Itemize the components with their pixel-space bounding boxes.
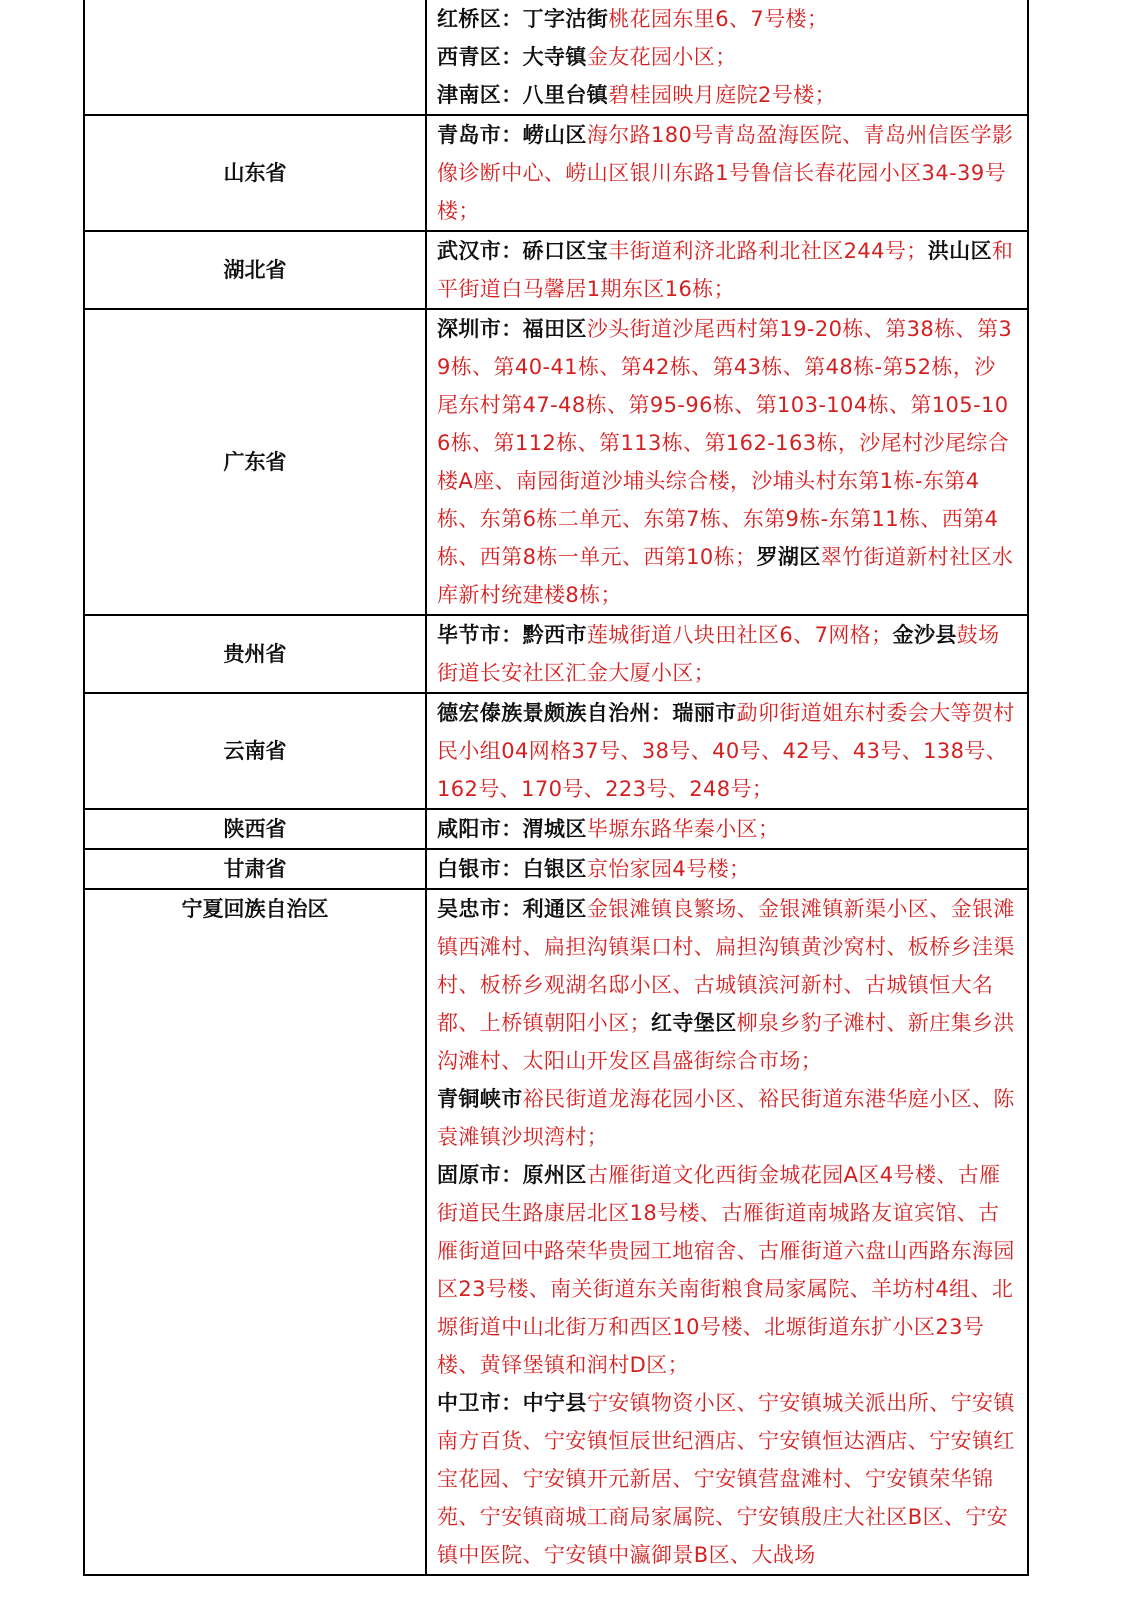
risk-area-table xyxy=(83,0,1029,1576)
area-location: 勐卯街道姐东村委会大等贺村民小组04网格37号、38号、40号、42号、43号、138号、162号、170号、223号、248号； xyxy=(437,701,1015,801)
area-line xyxy=(437,76,1015,114)
area-location: 丰街道利济北路利北社区244号； xyxy=(608,239,928,263)
table-row xyxy=(84,231,1028,309)
province-cell: 广东省 xyxy=(84,309,426,615)
table-row xyxy=(84,693,1028,809)
province-cell: 陕西省 xyxy=(84,809,426,849)
table-row xyxy=(84,889,1028,1575)
district-label: 固原市：原州区 xyxy=(437,1163,587,1187)
province-cell: 云南省 xyxy=(84,693,426,809)
table-row xyxy=(84,115,1028,231)
province-cell xyxy=(84,0,426,115)
area-location: 莲城街道八块田社区6、7网格； xyxy=(586,623,893,647)
table-row xyxy=(84,0,1028,115)
area-location: 沙头街道沙尾西村第19-20栋、第38栋、第39栋、第40-41栋、第42栋、第43栋、第48栋-第52栋，沙尾东村第47-48栋、第95-96栋、第103-104栋、第105-106栋、第112栋、第113栋、第162-163栋，沙尾村沙尾综合楼A座、南园街道沙埔头综合楼，沙埔头村东第1栋-东第4栋、东第6栋二单元、东第7栋、东第9栋-东第11栋、西第4栋、西第8栋一单元、西第10栋； xyxy=(437,317,1013,569)
district-label: 金沙县 xyxy=(892,623,957,647)
area-detail-cell xyxy=(426,231,1028,309)
district-label: 红寺堡区 xyxy=(651,1011,737,1035)
district-label: 青岛市：崂山区 xyxy=(437,123,587,147)
area-location: 翠竹街道新村社区水库新村统建楼8栋； xyxy=(437,545,1014,607)
area-detail-cell xyxy=(426,615,1028,693)
area-location: 和平街道白马馨居1期东区16栋； xyxy=(437,239,1014,301)
area-location: 柳泉乡豹子滩村、新庄集乡洪沟滩村、太阳山开发区昌盛街综合市场； xyxy=(437,1011,1015,1073)
area-line xyxy=(437,850,1015,888)
area-line xyxy=(437,38,1015,76)
district-label: 白银市：白银区 xyxy=(437,857,587,881)
area-line xyxy=(437,1384,1015,1574)
district-label: 红桥区：丁字沽街 xyxy=(437,7,609,31)
district-label: 德宏傣族景颇族自治州：瑞丽市 xyxy=(437,701,737,725)
area-location: 海尔路180号青岛盈海医院、青岛州信医学影像诊断中心、崂山区银川东路1号鲁信长春花园小区34-39号楼； xyxy=(437,123,1014,223)
area-location: 碧桂园映月庭院2号楼； xyxy=(608,83,836,107)
area-detail-cell xyxy=(426,809,1028,849)
area-location: 桃花园东里6、7号楼； xyxy=(608,7,829,31)
district-label: 西青区：大寺镇 xyxy=(437,45,587,69)
district-label: 武汉市：硚口区宝 xyxy=(437,239,609,263)
area-line xyxy=(437,890,1015,1080)
area-detail-cell xyxy=(426,693,1028,809)
area-line xyxy=(437,232,1015,308)
district-label: 吴忠市：利通区 xyxy=(437,897,587,921)
area-location: 鼓场街道长安社区汇金大厦小区； xyxy=(437,623,1000,685)
table-row xyxy=(84,615,1028,693)
area-line xyxy=(437,310,1015,614)
area-line xyxy=(437,1080,1015,1156)
district-label: 中卫市：中宁县 xyxy=(437,1391,587,1415)
district-label: 咸阳市：渭城区 xyxy=(437,817,587,841)
area-location: 宁安镇物资小区、宁安镇城关派出所、宁安镇南方百货、宁安镇恒辰世纪酒店、宁安镇恒达酒店、宁安镇红宝花园、宁安镇开元新居、宁安镇营盘滩村、宁安镇荣华锦苑、宁安镇商城工商局家属院、宁安镇殷庄大社区B区、宁安镇中医院、宁安镇中瀛御景B区、大战场 xyxy=(437,1391,1015,1567)
area-line xyxy=(437,1156,1015,1384)
area-location: 金友花园小区； xyxy=(586,45,737,69)
district-label: 洪山区 xyxy=(927,239,992,263)
area-detail-cell xyxy=(426,889,1028,1575)
table-row xyxy=(84,849,1028,889)
area-line xyxy=(437,0,1015,38)
area-line xyxy=(437,810,1015,848)
area-location: 古雁街道文化西街金城花园A区4号楼、古雁街道民生路康居北区18号楼、古雁街道南城路友谊宾馆、古雁街道回中路荣华贵园工地宿舍、古雁街道六盘山西路东海园区23号楼、南关街道东关南街粮食局家属院、羊坊村4组、北塬街道中山北街万和西区10号楼、北塬街道东扩小区23号楼、黄铎堡镇和润村D区； xyxy=(437,1163,1015,1377)
area-detail-cell xyxy=(426,115,1028,231)
area-location: 裕民街道龙海花园小区、裕民街道东港华庭小区、陈袁滩镇沙坝湾村； xyxy=(437,1087,1015,1149)
district-label: 青铜峡市 xyxy=(437,1087,523,1111)
area-line xyxy=(437,116,1015,230)
district-label: 罗湖区 xyxy=(756,545,821,569)
province-cell: 宁夏回族自治区 xyxy=(84,889,426,1575)
area-detail-cell xyxy=(426,849,1028,889)
table-row xyxy=(84,809,1028,849)
district-label: 津南区：八里台镇 xyxy=(437,83,609,107)
district-label: 深圳市：福田区 xyxy=(437,317,587,341)
province-cell: 湖北省 xyxy=(84,231,426,309)
table-body xyxy=(84,0,1028,1575)
table-row xyxy=(84,309,1028,615)
area-detail-cell xyxy=(426,0,1028,115)
province-cell: 山东省 xyxy=(84,115,426,231)
area-line xyxy=(437,694,1015,808)
district-label: 毕节市：黔西市 xyxy=(437,623,587,647)
area-line xyxy=(437,616,1015,692)
area-location: 毕塬东路华秦小区； xyxy=(586,817,780,841)
area-detail-cell xyxy=(426,309,1028,615)
province-cell: 甘肃省 xyxy=(84,849,426,889)
area-location: 金银滩镇良繁场、金银滩镇新渠小区、金银滩镇西滩村、扁担沟镇渠口村、扁担沟镇黄沙窝村、板桥乡洼渠村、板桥乡观湖名邸小区、古城镇滨河新村、古城镇恒大名都、上桥镇朝阳小区； xyxy=(437,897,1015,1035)
province-cell: 贵州省 xyxy=(84,615,426,693)
area-location: 京怡家园4号楼； xyxy=(586,857,751,881)
